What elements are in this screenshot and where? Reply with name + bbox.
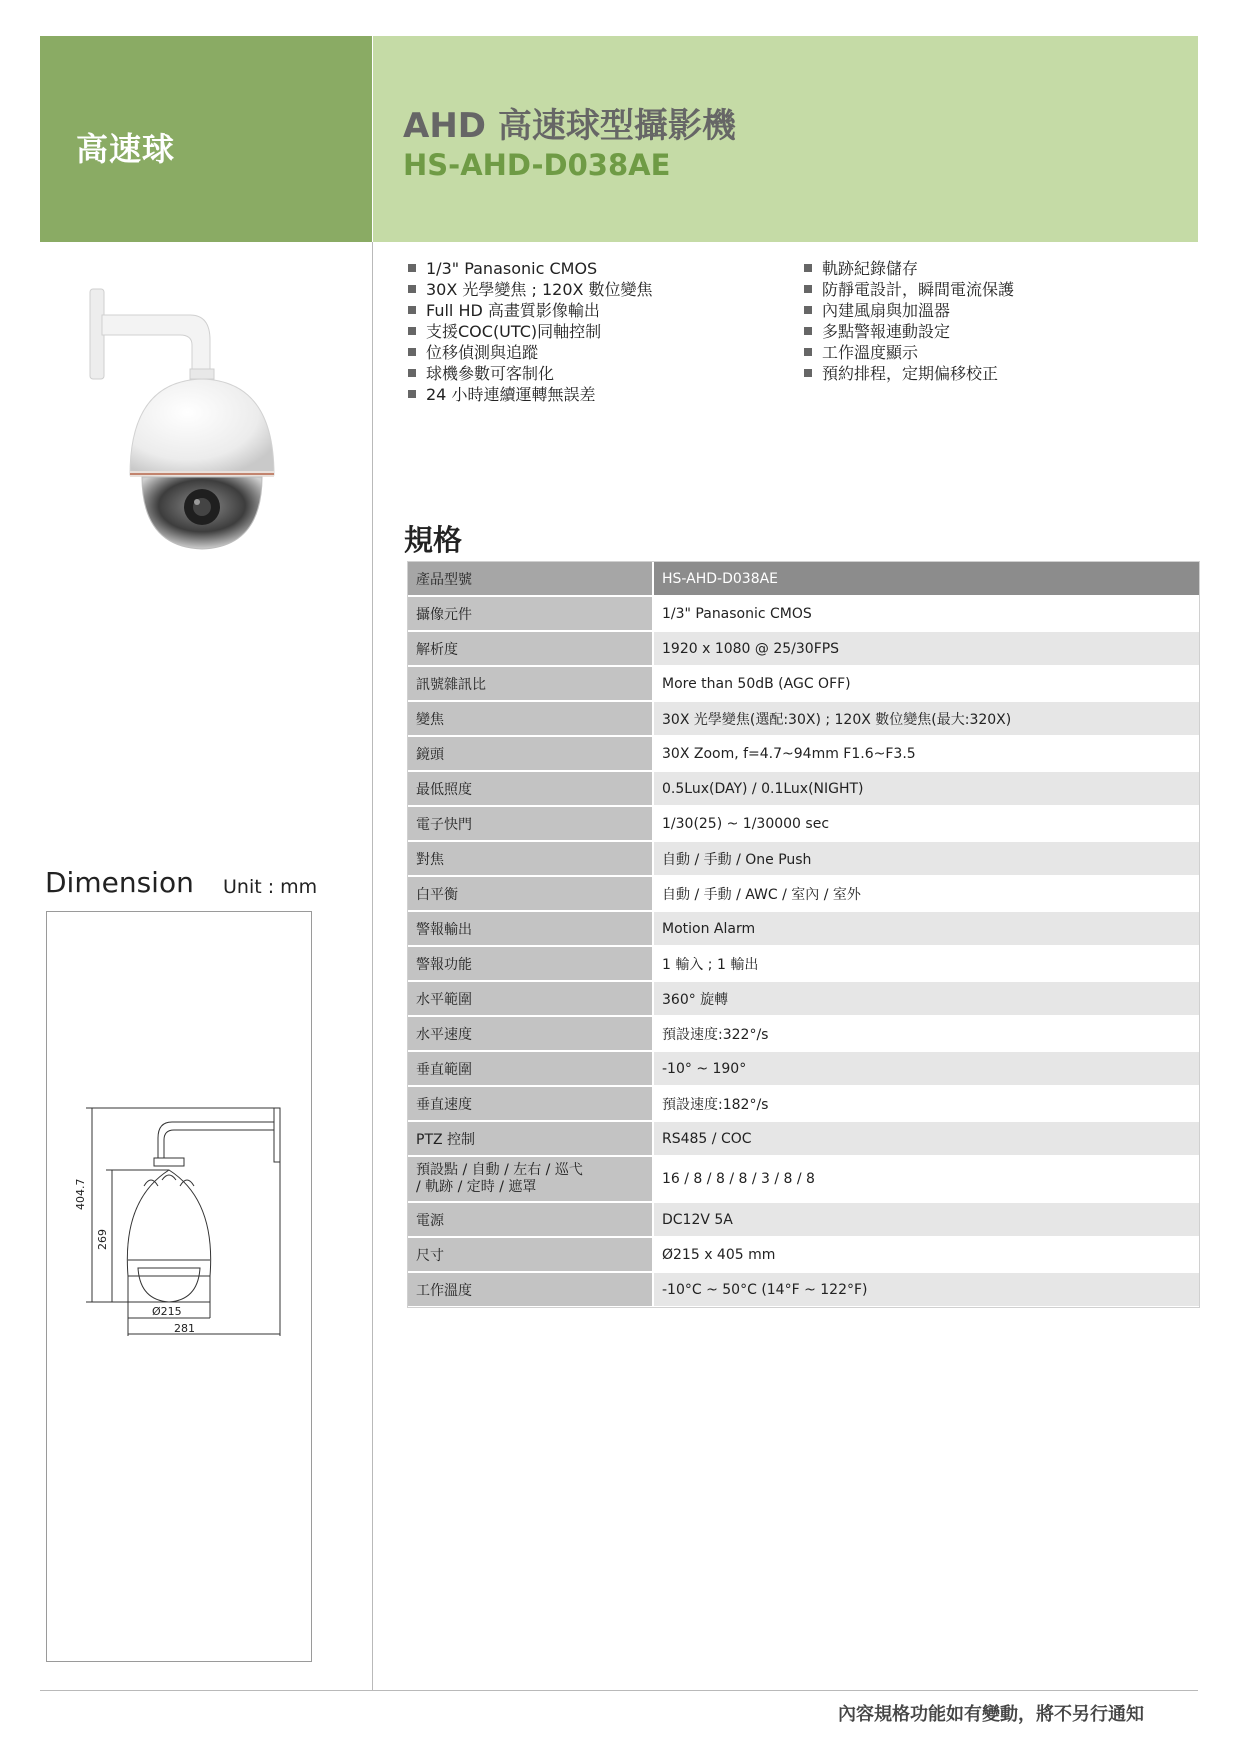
bubble-shape xyxy=(138,1268,200,1302)
feature-item: 防靜電設計，瞬間電流保護 xyxy=(802,279,1014,300)
spec-value: DC12V 5A xyxy=(653,1202,1199,1237)
spec-row xyxy=(408,1237,1199,1272)
spec-table xyxy=(408,562,1199,1308)
spec-value: 16 / 8 / 8 / 8 / 3 / 8 / 8 xyxy=(653,1156,1199,1202)
spec-label: PTZ 控制 xyxy=(408,1121,653,1156)
spec-row xyxy=(408,701,1199,736)
footer-divider xyxy=(40,1690,1198,1691)
product-camera-image xyxy=(80,285,280,565)
spec-row xyxy=(408,1121,1199,1156)
spec-value: More than 50dB (AGC OFF) xyxy=(653,666,1199,701)
diameter-label: Ø215 xyxy=(152,1305,182,1318)
spec-value: 1/30(25) ~ 1/30000 sec xyxy=(653,806,1199,841)
spec-value: 0.5Lux(DAY) / 0.1Lux(NIGHT) xyxy=(653,771,1199,806)
spec-label: 解析度 xyxy=(408,631,653,666)
feature-list-left xyxy=(406,258,653,405)
spec-row xyxy=(408,911,1199,946)
feature-item: 30X 光學變焦 ; 120X 數位變焦 xyxy=(406,279,653,300)
spec-row xyxy=(408,841,1199,876)
spec-row xyxy=(408,666,1199,701)
dimension-drawing xyxy=(46,1100,312,1380)
dimension-unit: Unit : mm xyxy=(223,876,318,898)
spec-label: 鏡頭 xyxy=(408,736,653,771)
category-label: 高速球 xyxy=(76,130,176,168)
feature-item: 軌跡紀錄儲存 xyxy=(802,258,1014,279)
spec-value: 360° 旋轉 xyxy=(653,981,1199,1016)
spec-label: 警報輸出 xyxy=(408,911,653,946)
spec-row xyxy=(408,736,1199,771)
arm-collar-shape xyxy=(154,1158,184,1166)
spec-label: 預設點 / 自動 / 左右 / 巡弋 / 軌跡 / 定時 / 遮罩 xyxy=(408,1156,653,1202)
spec-label: 攝像元件 xyxy=(408,596,653,631)
category-banner xyxy=(40,36,372,242)
spec-row xyxy=(408,1202,1199,1237)
spec-label: 水平速度 xyxy=(408,1016,653,1051)
feature-item: 內建風扇與加溫器 xyxy=(802,300,1014,321)
title-banner xyxy=(373,36,1198,242)
spec-row xyxy=(408,1051,1199,1086)
feature-item: 球機參數可客制化 xyxy=(406,363,653,384)
spec-row xyxy=(408,806,1199,841)
spec-value: 30X 光學變焦(選配:30X) ; 120X 數位變焦(最大:320X) xyxy=(653,701,1199,736)
feature-item: 工作溫度顯示 xyxy=(802,342,1014,363)
spec-value: 自動 / 手動 / AWC / 室內 / 室外 xyxy=(653,876,1199,911)
column-divider xyxy=(372,242,373,1690)
spec-label: 白平衡 xyxy=(408,876,653,911)
spec-label: 電源 xyxy=(408,1202,653,1237)
spec-value: -10° ~ 190° xyxy=(653,1051,1199,1086)
feature-item: 支援COC(UTC)同軸控制 xyxy=(406,321,653,342)
spec-row xyxy=(408,1272,1199,1307)
product-title: AHD 高速球型攝影機 xyxy=(403,106,736,146)
spec-row xyxy=(408,1016,1199,1051)
spec-row xyxy=(408,1156,1199,1202)
feature-list-right xyxy=(802,258,1014,384)
spec-value: Motion Alarm xyxy=(653,911,1199,946)
spec-label: 變焦 xyxy=(408,701,653,736)
spec-row xyxy=(408,946,1199,981)
feature-item: 24 小時連續運轉無誤差 xyxy=(406,384,653,405)
spec-label: 警報功能 xyxy=(408,946,653,981)
dimension-title: Dimension xyxy=(45,866,194,899)
spec-row xyxy=(408,981,1199,1016)
spec-value: 1920 x 1080 @ 25/30FPS xyxy=(653,631,1199,666)
spec-value: Ø215 x 405 mm xyxy=(653,1237,1199,1272)
spec-row xyxy=(408,631,1199,666)
spec-label: 訊號雜訊比 xyxy=(408,666,653,701)
product-model: HS-AHD-D038AE xyxy=(403,148,671,182)
feature-item: 多點警報連動設定 xyxy=(802,321,1014,342)
spec-value: 1 輸入 ; 1 輸出 xyxy=(653,946,1199,981)
spec-row xyxy=(408,876,1199,911)
spec-label: 工作溫度 xyxy=(408,1272,653,1307)
spec-label: 產品型號 xyxy=(408,562,653,596)
spec-label: 對焦 xyxy=(408,841,653,876)
feature-item: 預約排程，定期偏移校正 xyxy=(802,363,1014,384)
spec-row xyxy=(408,596,1199,631)
spec-label: 垂直速度 xyxy=(408,1086,653,1121)
height-body-label: 269 xyxy=(96,1229,109,1250)
spec-label: 最低照度 xyxy=(408,771,653,806)
height-total-label: 404.7 xyxy=(74,1178,87,1210)
spec-label: 垂直範圍 xyxy=(408,1051,653,1086)
feature-item: 位移偵測與追蹤 xyxy=(406,342,653,363)
spec-label: 尺寸 xyxy=(408,1237,653,1272)
spec-row xyxy=(408,771,1199,806)
width-total-label: 281 xyxy=(174,1322,195,1335)
footer-notice: 內容規格功能如有變動，將不另行通知 xyxy=(838,1704,1144,1725)
spec-value: 1/3" Panasonic CMOS xyxy=(653,596,1199,631)
spec-value: -10°C ~ 50°C (14°F ~ 122°F) xyxy=(653,1272,1199,1307)
feature-item: 1/3" Panasonic CMOS xyxy=(406,258,653,279)
spec-value: RS485 / COC xyxy=(653,1121,1199,1156)
wall-plate-shape xyxy=(274,1108,280,1162)
spec-row xyxy=(408,1086,1199,1121)
spec-label: 水平範圍 xyxy=(408,981,653,1016)
spec-value: 自動 / 手動 / One Push xyxy=(653,841,1199,876)
spec-value: 預設速度:322°/s xyxy=(653,1016,1199,1051)
spec-heading: 規格 xyxy=(404,523,463,557)
arm-shape xyxy=(158,1122,274,1158)
feature-item: Full HD 高畫質影像輸出 xyxy=(406,300,653,321)
spec-value: 30X Zoom, f=4.7~94mm F1.6~F3.5 xyxy=(653,736,1199,771)
spec-row xyxy=(408,562,1199,596)
spec-value: 預設速度:182°/s xyxy=(653,1086,1199,1121)
spec-label: 電子快門 xyxy=(408,806,653,841)
spec-value: HS-AHD-D038AE xyxy=(653,562,1199,596)
